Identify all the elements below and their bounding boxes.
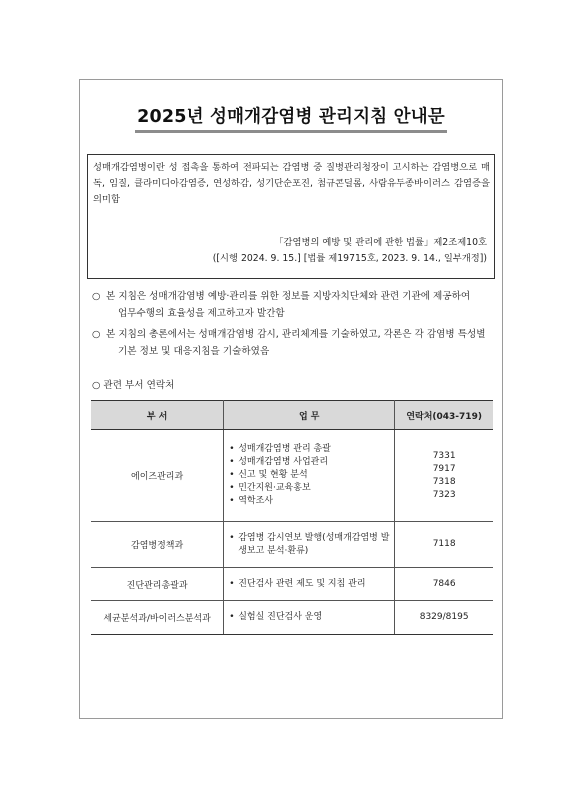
table-header-row — [91, 401, 493, 430]
table-row — [91, 430, 493, 522]
duty-item: • 신고 및 현황 분석 — [229, 469, 394, 482]
duties-cell — [224, 430, 395, 522]
contact-heading: ○ 관련 부서 연락처 — [92, 380, 175, 391]
phone-extension: 7118 — [432, 539, 456, 549]
header-duties: 업 무 — [224, 401, 395, 430]
phone-extension: 7318 — [432, 476, 456, 487]
duties-cell — [224, 601, 395, 635]
duty-item: • 성매개감염병 관리 총괄 — [229, 443, 394, 456]
definition-box — [87, 154, 495, 279]
phone-extension: 7917 — [432, 463, 456, 474]
table-row — [91, 568, 493, 601]
table-row — [91, 601, 493, 635]
department-cell: 진단관리총괄과 — [91, 568, 224, 601]
bullet-line: 기본 정보 및 대응지침을 기술하였음 — [118, 346, 270, 357]
circle-bullet-icon: ○ — [92, 291, 101, 302]
bullet-line: 업무수행의 효율성을 제고하고자 발간함 — [118, 308, 285, 319]
legal-source — [213, 235, 487, 267]
document-frame — [79, 79, 503, 719]
legal-source-line1: 「감염병의 예방 및 관리에 관한 법률」제2조제10호 — [274, 237, 487, 248]
department-cell: 세균분석과/바이러스분석과 — [91, 601, 224, 635]
duty-item: • 감염병 감시연보 발행(성매개감염병 발생보고 분석·환류) — [229, 532, 394, 558]
phone-extension: 7331 — [432, 450, 456, 461]
bullet-item — [92, 326, 492, 360]
duty-item: • 성매개감염병 사업관리 — [229, 456, 394, 469]
phone-cell — [395, 601, 493, 635]
duties-list — [224, 532, 394, 558]
bullet-item — [92, 288, 492, 322]
header-phone: 연락처(043-719) — [395, 401, 493, 430]
phone-cell — [395, 430, 493, 522]
duty-item: • 진단검사 관련 제도 및 지침 관리 — [229, 578, 394, 591]
department-cell: 감염병정책과 — [91, 522, 224, 568]
contact-table — [91, 400, 493, 635]
duties-list — [224, 578, 394, 591]
table-row — [91, 522, 493, 568]
duties-list — [224, 611, 394, 624]
duties-cell — [224, 522, 395, 568]
purpose-bullets — [92, 288, 492, 364]
definition-text: 성매개감염병이란 성 접촉을 통하여 전파되는 감염병 중 질병관리청장이 고시하는 감염병으로 매독, 임질, 클라미디아감염증, 연성하감, 성기단순포진, 첨규콘딜롬, 사람유두종바이러스 감염증을 의미함 — [93, 162, 490, 205]
phone-extension: 8329/8195 — [419, 612, 469, 622]
title-underline — [135, 130, 447, 133]
duty-item: • 민간지원·교육홍보 — [229, 482, 394, 495]
bullet-line: 본 지침의 총론에서는 성매개감염병 감시, 관리체계를 기술하였고, 각론은 각 감염병 특성별 — [106, 329, 486, 340]
duties-list — [224, 443, 394, 508]
phone-cell — [395, 522, 493, 568]
phone-extension: 7323 — [432, 489, 456, 500]
duty-item: • 실험실 진단검사 운영 — [229, 611, 394, 624]
circle-bullet-icon: ○ — [92, 329, 101, 340]
header-department: 부 서 — [91, 401, 224, 430]
duty-item: • 역학조사 — [229, 495, 394, 508]
legal-source-line2: ([시행 2024. 9. 15.] [법률 제19715호, 2023. 9. 14., 일부개정]) — [212, 253, 487, 264]
bullet-line: 본 지침은 성매개감염병 예방·관리를 위한 정보를 지방자치단체와 관련 기관에 제공하여 — [106, 291, 471, 302]
phone-cell — [395, 568, 493, 601]
page-title: 2025년 성매개감염병 관리지침 안내문 — [137, 107, 445, 127]
duties-cell — [224, 568, 395, 601]
phone-extension: 7846 — [432, 578, 456, 589]
department-cell: 에이즈관리과 — [91, 430, 224, 522]
